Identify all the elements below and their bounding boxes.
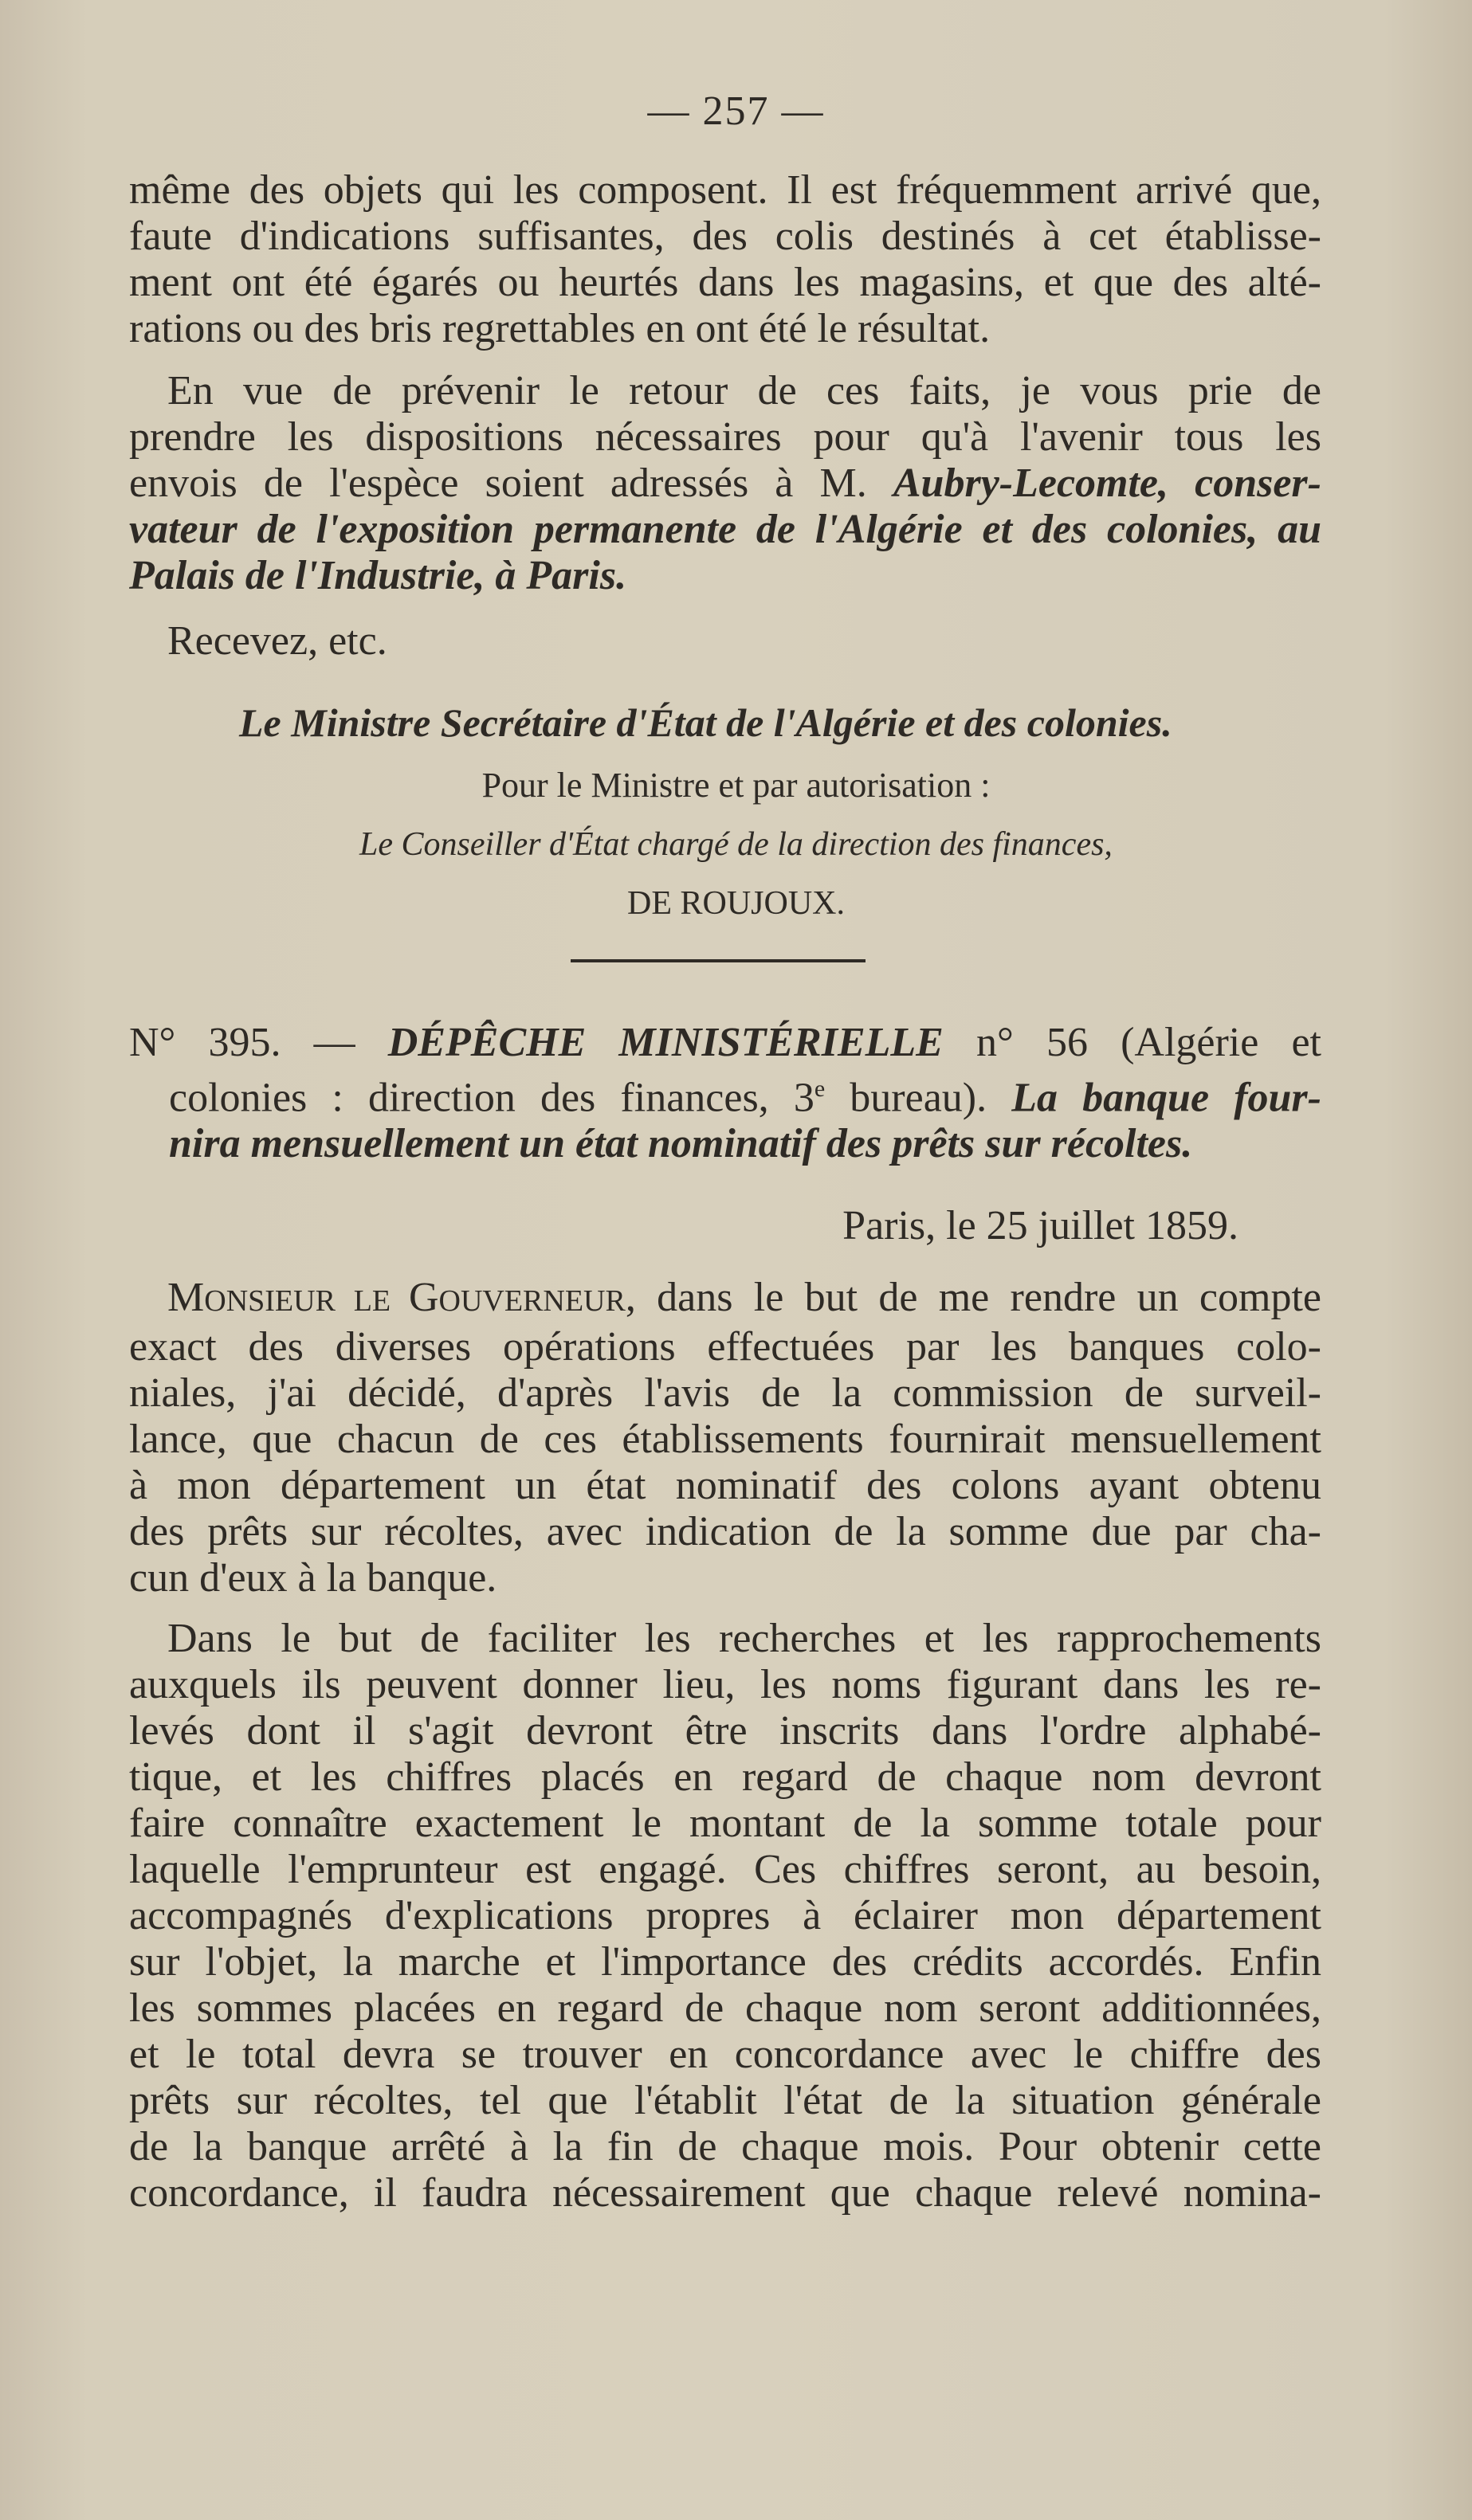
text-line: de la banque arrêté à la fin de chaque mois. Pour obtenir cette — [129, 2124, 1321, 2169]
text-line: sur l'objet, la marche et l'importance des crédits accordés. Enfin — [129, 1939, 1321, 1985]
text-line — [129, 460, 1321, 507]
salutation: G — [408, 1275, 439, 1320]
text-line: En vue de prévenir le retour de ces faits, je vous prie de — [167, 368, 1321, 413]
salutation: OUVERNEUR — [438, 1284, 626, 1318]
text-line: vateur de l'exposition permanente de l'Algérie et des colonies, au — [129, 507, 1321, 552]
counselor-line: Le Conseiller d'État chargé de la direction des finances, — [359, 826, 1113, 863]
text-line: et le total devra se trouver en concordance avec le chiffre des — [129, 2032, 1321, 2077]
text-line: même des objets qui les composent. Il est fréquemment arrivé que, — [129, 167, 1321, 213]
letter-paragraph-2 — [129, 1616, 1321, 2216]
italic-name: Aubry-Lecomte, conser- — [893, 460, 1321, 506]
text-line: accompagnés d'explications propres à éclairer mon département — [129, 1893, 1321, 1938]
text-line: levés dont il s'agit devront être inscrits dans l'ordre alphabé- — [129, 1708, 1321, 1754]
text-line: faute d'indications suffisantes, des colis destinés à cet établisse- — [129, 214, 1321, 259]
salutation: ONSIEUR LE — [204, 1284, 409, 1318]
text-segment: bureau). — [825, 1075, 1012, 1121]
text-line: à mon département un état nominatif des colons ayant obtenu — [129, 1463, 1321, 1508]
page-number: — 257 — — [647, 88, 825, 134]
text-line: cun d'eux à la banque. — [129, 1555, 497, 1601]
dispatch-type: DÉPÊCHE MINISTÉRIELLE — [387, 1020, 944, 1065]
text-line: Palais de l'Industrie, à Paris. — [129, 553, 627, 598]
text-line — [129, 1275, 1321, 1324]
signatory-name: DE ROUJOUX. — [627, 885, 845, 922]
dispatch-number: N° 395. — — [129, 1020, 388, 1065]
text-line: Dans le but de faciliter les recherches et les rapprochements — [167, 1616, 1321, 1661]
text-segment: , dans le but de me rendre un compte — [625, 1275, 1321, 1320]
text-line — [129, 1020, 1321, 1066]
text-line: tique, et les chiffres placés en regard de chaque nom devront — [129, 1754, 1321, 1800]
paragraph-2 — [129, 368, 1321, 599]
authorization-line: Pour le Ministre et par autorisation : — [481, 766, 991, 805]
text-line: lance, que chacun de ces établissements fournirait mensuellement — [129, 1417, 1321, 1462]
text-line: nira mensuellement un état nominatif des prêts sur récoltes. — [169, 1121, 1193, 1167]
text-line: prêts sur récoltes, tel que l'établit l'état de la situation générale — [129, 2078, 1321, 2123]
text-line: laquelle l'emprunteur est engagé. Ces chiffres seront, au besoin, — [129, 1847, 1321, 1892]
dispatch-heading — [129, 1020, 1321, 1167]
text-line: exact des diverses opérations effectuées par les banques colo- — [129, 1324, 1321, 1370]
salutation: M — [167, 1275, 205, 1320]
text-line: rations ou des bris regrettables en ont été le résultat. — [129, 306, 991, 351]
text-line — [129, 1066, 1321, 1121]
text-line: des prêts sur récoltes, avec indication de la somme due par cha- — [129, 1509, 1321, 1554]
text-line: faire connaître exactement le montant de la somme totale pour — [129, 1801, 1321, 1846]
text-line: les sommes placées en regard de chaque nom seront additionnées, — [129, 1985, 1321, 2031]
text-line: ment ont été égarés ou heurtés dans les magasins, et que des alté- — [129, 260, 1321, 305]
separator-rule — [571, 959, 866, 962]
text-segment: envois de l'espèce soient adressés à M. — [129, 460, 893, 506]
closing-text: Recevez, etc. — [167, 618, 387, 664]
dispatch-date: Paris, le 25 juillet 1859. — [842, 1203, 1238, 1248]
summary-italic: La banque four- — [1011, 1075, 1321, 1121]
text-segment: colonies : direction des finances, 3 — [169, 1075, 815, 1121]
text-line: concordance, il faudra nécessairement que chaque relevé nomina- — [129, 2170, 1321, 2216]
dispatch-ref: n° 56 (Algérie et — [943, 1020, 1321, 1065]
closing — [129, 618, 1321, 664]
minister-title: Le Ministre Secrétaire d'État de l'Algérie et des colonies. — [239, 700, 1172, 745]
paragraph-1 — [129, 167, 1321, 352]
superscript: e — [814, 1076, 826, 1102]
text-line: auxquels ils peuvent donner lieu, les noms figurant dans les re- — [129, 1662, 1321, 1707]
text-line: niales, j'ai décidé, d'après l'avis de la commission de surveil- — [129, 1370, 1321, 1416]
text-line: prendre les dispositions nécessaires pour qu'à l'avenir tous les — [129, 414, 1321, 460]
letter-paragraph-1 — [129, 1275, 1321, 1601]
